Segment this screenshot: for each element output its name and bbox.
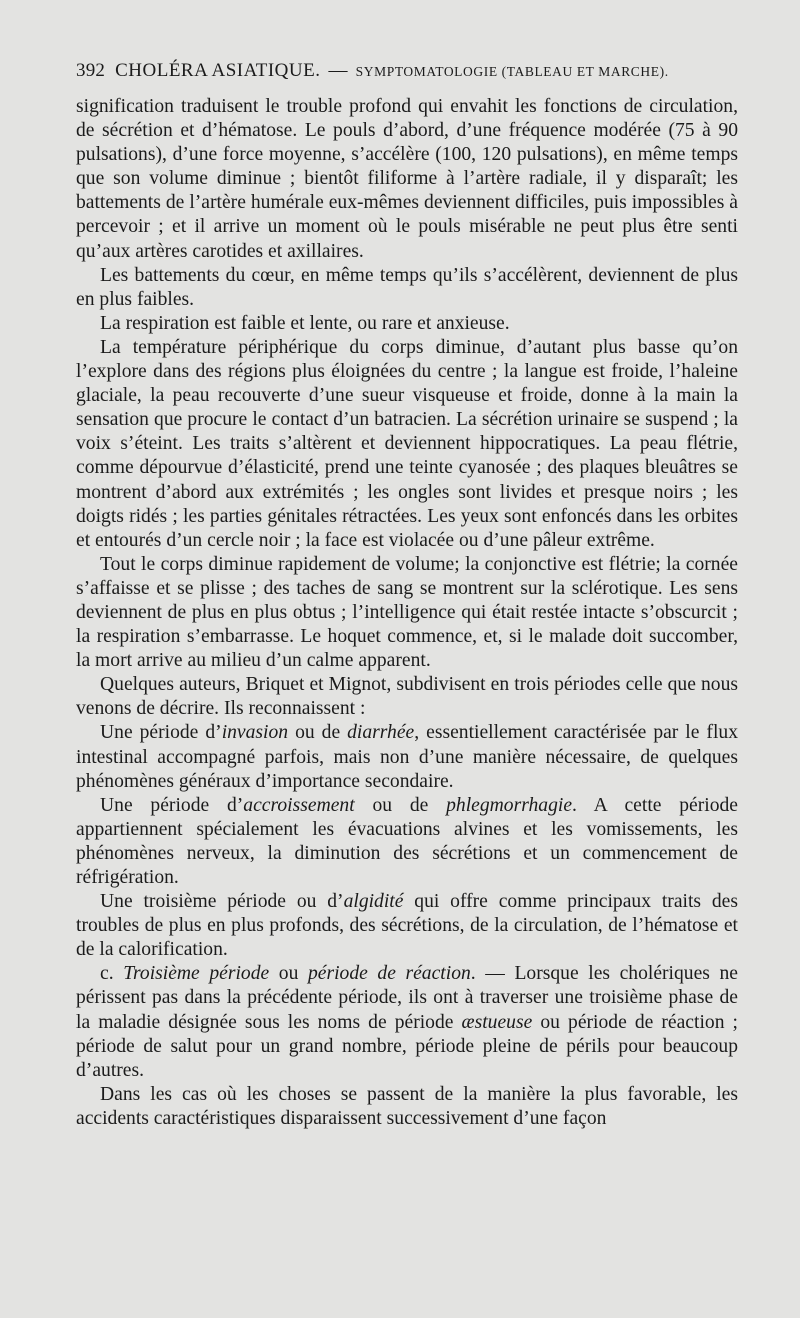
section-title: SYMPTOMATOLOGIE (TABLEAU ET MARCHE). xyxy=(355,64,669,79)
header-separator: — xyxy=(328,60,348,81)
paragraph-favorable: Dans les cas où les choses se passent de la manière la plus favorable, les accidents caractéristiques disparaissent successivement d’une façon xyxy=(76,1083,738,1129)
term-accroissement: accroissement xyxy=(243,794,355,816)
paragraph-algidite: Une troisième période ou d’algidité qui offre comme principaux traits des troubles de plus en plus profonds, des sécrétions, de la circulation, de l’hématose et de la calorification. xyxy=(76,891,738,961)
paragraph-authors: Quelques auteurs, Briquet et Mignot, subdivisent en trois périodes celle que nous venons de décrire. Ils reconnaissent : xyxy=(76,674,738,720)
term-troisieme-periode: Troisième période xyxy=(123,963,270,985)
body-text xyxy=(76,95,738,1131)
paragraph-accroissement: Une période d’accroissement ou de phlegmorrhagie. A cette période appartiennent spécialement les évacuations alvines et les vomissements, les phénomènes nerveux, la diminution des sécrétions et un commencement de réfrigération. xyxy=(76,794,739,888)
page-number: 392 xyxy=(76,60,106,81)
paragraph-temperature: La température périphérique du corps diminue, d’autant plus basse qu’on l’explore dans des régions plus éloignées du centre ; la langue est froide, l’haleine glaciale, la peau recouverte d’une sueur visqueuse et froide, donne à la main la sensation que procure le contact d’un batracien. La sécrétion urinaire se suspend ; la voix s’éteint. Les traits s’altèrent et deviennent hippocratiques. La peau flétrie, comme dépourvue d’élasticité, prend une teinte cyanosée ; des plaques bleuâtres se montrent d’abord aux extrémités ; les ongles sont livides et presque noirs ; les doigts ridés ; les parties génitales rétractées. Les yeux sont enfoncés dans les orbites et entourés d’un cercle noir ; la face est violacée ou d’une pâleur extrême. xyxy=(76,336,738,551)
paragraph-continuation: signification traduisent le trouble profond qui envahit les fonctions de circulation, de sécrétion et d’hématose. Le pouls d’abord, d’une fréquence modérée (75 à 90 pulsations), d’une force moyenne, s’accélère (100, 120 pulsations), en même temps que son volume diminue ; bientôt filiforme à l’artère radiale, il y disparaît; les battements de l’artère humérale eux-mêmes deviennent difficiles, puis impossibles à percevoir ; et il arrive un moment où le pouls misérable ne peut plus être senti qu’aux artères carotides et axillaires. xyxy=(76,96,738,262)
term-algidite: algidité xyxy=(343,891,404,913)
term-periode-reaction: période de réaction xyxy=(307,963,471,985)
paragraph-body-volume: Tout le corps diminue rapidement de volume; la conjonctive est flétrie; la cornée s’affaisse et se plisse ; des taches de sang se montrent sur la sclérotique. Les sens deviennent de plus en plus obtus ; l’intelligence qui était restée intacte s’obscurcit ; la respiration s’embarrasse. Le hoquet commence, et, si le malade doit succomber, la mort arrive au milieu d’un calme apparent. xyxy=(76,553,738,672)
term-invasion: invasion xyxy=(221,722,289,744)
term-phlegmorrhagie: phlegmorrhagie xyxy=(446,794,573,816)
running-header xyxy=(76,60,736,82)
term-aestueuse: æstueuse xyxy=(461,1011,533,1033)
paragraph-heart: Les battements du cœur, en même temps qu’ils s’accélèrent, deviennent de plus en plus faibles. xyxy=(76,264,738,310)
term-diarrhee: diarrhée xyxy=(347,722,415,744)
paragraph-respiration: La respiration est faible et lente, ou rare et anxieuse. xyxy=(100,312,510,334)
paragraph-reaction: c. Troisième période ou période de réaction. — Lorsque les cholériques ne périssent pas dans la précédente période, ils ont à traverser une troisième phase de la maladie désignée sous les noms de période æstueuse ou période de réaction ; période de salut pour un grand nombre, période pleine de périls pour beaucoup d’autres. xyxy=(76,963,738,1081)
paragraph-invasion: Une période d’invasion ou de diarrhée, essentiellement caractérisée par le flux intestinal accompagné parfois, mais non d’une manière nécessaire, de quelques phénomènes généraux d’importance secondaire. xyxy=(76,722,738,792)
chapter-title: CHOLÉRA ASIATIQUE. xyxy=(115,60,321,81)
